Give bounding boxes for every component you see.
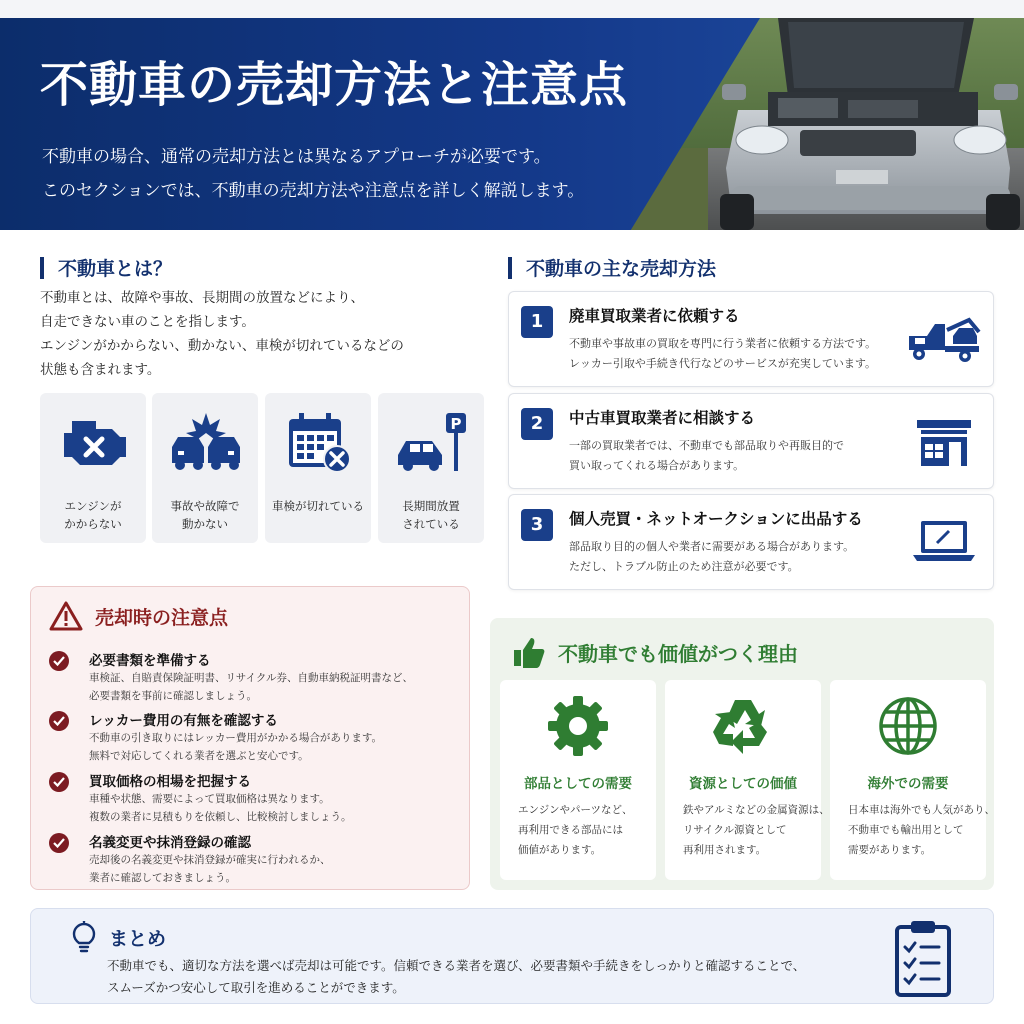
- tow-truck-icon: [907, 316, 981, 362]
- method-card-2: [508, 393, 994, 489]
- check-circle-icon: [49, 772, 69, 792]
- value-card-title: 資源としての価値: [689, 776, 797, 792]
- value-card-overseas: [830, 680, 995, 880]
- gear-icon: [546, 694, 610, 758]
- cautions-panel: [30, 586, 470, 890]
- cautions-heading-text: 売却時の注意点: [95, 606, 229, 629]
- globe-icon: [876, 694, 940, 758]
- value-card-line: エンジンやパーツなど、: [518, 804, 633, 816]
- page-title: 不動車の売却方法と注意点: [40, 57, 629, 113]
- value-card-resource: [665, 680, 830, 880]
- value-card-line: 鉄やアルミなどの金属資源は、: [683, 804, 830, 816]
- hero-subtitle-line1: 不動車の場合、通常の売却方法とは異なるアプローチが必要です。: [42, 147, 551, 167]
- caution-description: [89, 729, 382, 765]
- laptop-icon: [907, 519, 981, 565]
- method-title: 中古車買取業者に相談する: [569, 409, 756, 427]
- value-card-line: 価値があります。: [518, 844, 602, 856]
- symptom-card-engine: [40, 393, 146, 543]
- method-description-line: ただし、トラブル防止のため注意が必要です。: [569, 560, 799, 573]
- method-description: [569, 334, 876, 374]
- method-number: 3: [521, 509, 553, 541]
- heading-accent-bar: [508, 257, 512, 279]
- hero-subtitle-line2: このセクションでは、不動車の売却方法や注意点を詳しく解説します。: [42, 181, 585, 201]
- check-circle-icon: [49, 651, 69, 671]
- value-card-line: 再利用されます。: [683, 844, 767, 856]
- symptom-label-line: 長期間放置: [402, 499, 460, 513]
- calendar-expired-icon: [283, 411, 355, 475]
- summary-panel: [30, 908, 994, 1004]
- lightbulb-icon: [69, 921, 99, 953]
- method-description: [569, 537, 854, 577]
- symptom-label: [40, 497, 146, 533]
- symptom-label-line: されている: [402, 517, 460, 531]
- value-card-line: 日本車は海外でも人気があり、: [848, 804, 995, 816]
- symptom-label-line: エンジンが: [64, 499, 122, 513]
- svg-text:P: P: [450, 415, 462, 433]
- method-card-3: [508, 494, 994, 590]
- value-heading-text: 不動車でも価値がつく理由: [558, 641, 798, 666]
- summary-line: 不動車でも、適切な方法を選べば売却は可能です。信頼できる業者を選び、必要書類や手続きをしっかりと確認することで、: [107, 958, 806, 973]
- method-description-line: 買い取ってくれる場合があります。: [569, 459, 745, 472]
- symptom-label: [378, 497, 484, 533]
- clipboard-checklist-icon: [893, 919, 953, 997]
- value-heading: [512, 636, 798, 668]
- method-title: 廃車買取業者に依頼する: [569, 307, 740, 325]
- symptom-card-accident: [152, 393, 258, 543]
- summary-heading: [69, 921, 166, 953]
- what-is-line: 状態も含まれます。: [40, 362, 161, 378]
- symptom-label-line: かからない: [64, 517, 122, 531]
- methods-heading: [508, 254, 716, 281]
- symptom-card-parked: [378, 393, 484, 543]
- recycle-icon: [711, 694, 775, 758]
- check-circle-icon: [49, 833, 69, 853]
- method-description-line: 不動車や事故車の買取を専門に行う業者に依頼する方法です。: [569, 337, 877, 350]
- method-number: 2: [521, 408, 553, 440]
- summary-heading-text: まとめ: [109, 927, 167, 950]
- method-title: 個人売買・ネットオークションに出品する: [569, 510, 863, 528]
- value-card-title: 部品としての需要: [524, 776, 632, 792]
- what-is-description: [40, 286, 480, 382]
- value-card-line: 不動車でも輸出用として: [848, 824, 964, 836]
- store-icon: [907, 418, 981, 468]
- caution-title: レッカー費用の有無を確認する: [89, 713, 278, 729]
- what-is-heading-text: 不動車とは？: [58, 258, 173, 280]
- value-card-description: [683, 800, 830, 860]
- check-circle-icon: [49, 711, 69, 731]
- value-card-line: 需要があります。: [848, 844, 932, 856]
- caution-description-line: 必要書類を事前に確認しましょう。: [89, 690, 257, 702]
- caution-description: [89, 851, 331, 887]
- what-is-line: 不動車とは、故障や事故、長期間の放置などにより、: [40, 290, 364, 306]
- value-card-line: リサイクル源資として: [683, 824, 787, 836]
- heading-accent-bar: [40, 257, 44, 279]
- caution-description-line: 無料で対応してくれる業者を選ぶと安心です。: [89, 750, 309, 762]
- what-is-line: 自走できない車のことを指します。: [40, 314, 255, 330]
- caution-title: 名義変更や抹消登録の確認: [89, 835, 251, 851]
- what-is-heading: [40, 254, 172, 281]
- caution-description-line: 不動車の引き取りにはレッカー費用がかかる場合があります。: [89, 732, 383, 744]
- caution-description-line: 車種や状態、需要によって買取価格は異なります。: [89, 793, 330, 805]
- symptom-label-line: 車検が切れている: [272, 499, 364, 513]
- car-crash-icon: [170, 411, 242, 475]
- warning-triangle-icon: [49, 601, 83, 631]
- symptom-label-line: 事故や故障で: [170, 499, 240, 513]
- value-card-title: 海外での需要: [867, 776, 949, 792]
- summary-text: [107, 955, 805, 999]
- method-description-line: 部品取り目的の個人や業者に需要がある場合があります。: [569, 540, 855, 553]
- method-description: [569, 436, 844, 476]
- cautions-heading: [49, 601, 228, 631]
- methods-heading-text: 不動車の主な売却方法: [526, 258, 717, 280]
- engine-warning-icon: [58, 411, 130, 475]
- value-card-parts: [500, 680, 656, 880]
- caution-description: [89, 790, 352, 826]
- method-card-1: [508, 291, 994, 387]
- caution-title: 買取価格の相場を把握する: [89, 774, 251, 790]
- caution-description-line: 複数の業者に見積もりを依頼し、比較検討しましょう。: [89, 811, 352, 823]
- value-card-line: 再利用できる部品には: [518, 824, 623, 836]
- caution-description-line: 業者に確認しておきましょう。: [89, 872, 236, 884]
- parked-car-icon: [396, 411, 468, 475]
- value-card-description: [518, 800, 652, 860]
- summary-line: スムーズかつ安心して取引を進めることができます。: [107, 980, 405, 995]
- method-description-line: 一部の買取業者では、不動車でも部品取りや再販目的で: [569, 439, 844, 452]
- thumbs-up-icon: [512, 636, 546, 668]
- value-card-description: [848, 800, 995, 860]
- caution-title: 必要書類を準備する: [89, 653, 211, 669]
- hero-banner: [0, 18, 1024, 230]
- symptom-label: [152, 497, 258, 533]
- symptom-card-inspection: [265, 393, 371, 543]
- caution-description: [89, 669, 413, 705]
- value-panel: [490, 618, 994, 890]
- what-is-line: エンジンがかからない、動かない、車検が切れているなどの: [40, 338, 404, 354]
- symptom-label: [265, 497, 371, 515]
- caution-description-line: 売却後の名義変更や抹消登録が確実に行われるか、: [89, 854, 331, 866]
- symptom-label-line: 動かない: [182, 517, 228, 531]
- method-description-line: レッカー引取や手続き代行などのサービスが充実しています。: [569, 357, 877, 370]
- caution-description-line: 車検証、自賠責保険証明書、リサイクル券、自動車納税証明書など、: [89, 672, 414, 684]
- method-number: 1: [521, 306, 553, 338]
